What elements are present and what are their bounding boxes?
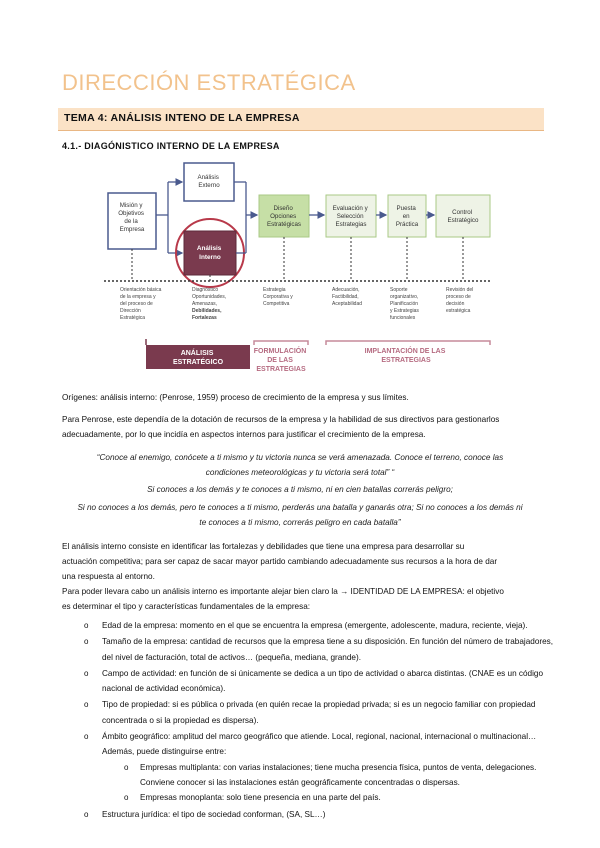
sub-puesta-line: Planificación bbox=[390, 301, 419, 307]
diseno-line: Diseño bbox=[273, 205, 293, 212]
quote-line: Si conoces a los demás y te conoces a ti mismo, ni en cien batallas correrás peligro; bbox=[147, 485, 453, 494]
document-title: DIRECCIÓN ESTRATÉGICA bbox=[62, 70, 356, 95]
topic-bar bbox=[58, 108, 544, 131]
sub-diseno-line: Corporativa y bbox=[263, 294, 293, 300]
sub-control-line: proceso de bbox=[446, 294, 471, 300]
list-item bbox=[76, 666, 554, 697]
list-item bbox=[76, 807, 554, 822]
sub-list bbox=[102, 760, 554, 806]
svg-text:Evaluación y Selección bbox=[333, 205, 370, 228]
sub-interno-line: Oportunidades, bbox=[192, 294, 227, 300]
quote-line: te conoces a ti mismo, correrás peligro en cada batalla” bbox=[199, 518, 401, 527]
label-formulacion-line: FORMULACIÓN bbox=[253, 348, 307, 355]
sub-interno-line: Amenazas, bbox=[192, 301, 218, 307]
list-item bbox=[76, 634, 554, 665]
list-item-text: Ámbito geográfico: amplitud del marco geográfico que atiende. Local, regional, nacional, internacional o multinacional… Además, puede distinguirse entre: bbox=[102, 732, 537, 757]
label-analisis-line: ESTRATÉGICO bbox=[172, 359, 224, 366]
label-implantacion-line: IMPLANTACIÓN DE LAS bbox=[364, 348, 446, 355]
mision-line: de la bbox=[124, 218, 138, 225]
penrose-line: adecuadamente, por lo que incidía en aspectos internos para justificar el crecimiento de la empresa. bbox=[62, 430, 426, 439]
control-line: Control bbox=[452, 209, 473, 216]
mision-line: Misión y bbox=[119, 202, 143, 209]
paragraph-line: una respuesta al entorno. bbox=[62, 572, 155, 581]
penrose-line: Para Penrose, este dependía de la dotación de recursos de la empresa y la habilidad de sus directivos para gestionarlos bbox=[62, 415, 500, 424]
identity-list bbox=[76, 618, 554, 823]
svg-text:Estrategia Corporativa y bbox=[263, 287, 294, 307]
evaluacion-line: Estrategias bbox=[335, 221, 367, 228]
evaluacion-line: Selección bbox=[336, 213, 364, 220]
label-analisis-line: ANÁLISIS bbox=[180, 350, 214, 357]
externo-line: Externo bbox=[198, 182, 220, 189]
sub-interno-line: Diagnóstico bbox=[192, 287, 219, 293]
list-item-text: Estructura jurídica: el tipo de sociedad conforman, (SA, SL…) bbox=[102, 809, 326, 819]
bullet: o bbox=[84, 621, 89, 630]
mision-line: Empresa bbox=[119, 226, 145, 233]
interno-line: Interno bbox=[199, 254, 221, 261]
sub-control-line: decisión bbox=[446, 301, 465, 307]
list-item bbox=[76, 729, 554, 805]
sub-mision-line: del proceso de bbox=[120, 301, 153, 307]
label-formulacion-line: ESTRATEGIAS bbox=[256, 366, 306, 373]
sub-list-item-text: Empresas monoplanta: solo tiene presencia en una parte del país. bbox=[140, 793, 381, 803]
diseno-line: Opciones bbox=[270, 213, 297, 220]
list-item bbox=[76, 618, 554, 633]
paragraph-line: es determinar el tipo y características fundamentales de la empresa: bbox=[62, 602, 311, 611]
topic-heading: TEMA 4: ANÁLISIS INTENO DE LA EMPRESA bbox=[64, 112, 300, 124]
svg-text:IMPLANTACIÓN DE LAS ESTRAT bbox=[365, 346, 448, 364]
paragraph-line: Para poder llevara cabo un análisis interno es importante alejar bien claro la → IDENTIDAD DE LA EMPRESA: el objetivo bbox=[62, 587, 504, 596]
bullet: o bbox=[84, 700, 89, 710]
list-item-text: Edad de la empresa: momento en el que se encuentra la empresa (emergente, adolescente, madura, reciente, vieja). bbox=[102, 621, 528, 630]
control-line: Estratégico bbox=[447, 217, 479, 224]
sub-mision-line: Estratégica bbox=[120, 315, 146, 321]
sub-evaluacion-line: Aceptabilidad bbox=[332, 301, 363, 307]
section-heading: 4.1.- DIAGÓNISTICO INTERNO DE LA EMPRESA bbox=[62, 141, 280, 151]
paragraph-line: actuación competitiva; para ser capaz de sacar mayor partido cambiando adecuadamente sus recursos a la hora de dar bbox=[62, 557, 498, 566]
label-implantacion-line: ESTRATEGIAS bbox=[381, 357, 431, 364]
bullet: o bbox=[124, 762, 129, 772]
sub-diseno-line: Estrategia bbox=[263, 287, 286, 293]
evaluacion-line: Evaluación y bbox=[332, 205, 368, 212]
svg-text:Adecuación, Factibilidad, bbox=[332, 287, 362, 307]
sub-puesta-line: organizativo, bbox=[390, 294, 419, 300]
sub-mision-line: de la empresa y bbox=[120, 294, 156, 300]
origenes-text: Orígenes: análisis interno: (Penrose, 1959) proceso de crecimiento de la empresa y sus límites. bbox=[62, 393, 409, 402]
sub-diseno-line: Competitiva bbox=[263, 301, 290, 307]
control-box bbox=[436, 195, 490, 237]
sub-list-item bbox=[102, 790, 554, 805]
quote-line: condiciones meteorológicas y tu victoria será total” “ bbox=[205, 468, 395, 477]
sub-puesta-line: y Estrategias bbox=[390, 308, 419, 314]
sub-mision-line: Dirección bbox=[120, 308, 141, 314]
sub-interno-line: Debilidades, bbox=[192, 308, 222, 314]
bullet: o bbox=[124, 793, 129, 803]
mision-line: Objetivos bbox=[118, 210, 145, 217]
interno-line: Análisis bbox=[196, 245, 222, 252]
puesta-line: en bbox=[402, 213, 410, 220]
bullet: o bbox=[84, 637, 89, 647]
sub-evaluacion-line: Factibilidad, bbox=[332, 294, 359, 300]
list-item-text: Campo de actividad: en función de si únicamente se dedica a un tipo de actividad o abarca distintas. (CNAE es un código nacional de actividad económica). bbox=[102, 668, 544, 694]
sub-mision-line: Orientación básica bbox=[120, 287, 162, 293]
sub-list-item-text: Empresas multiplanta: con varias instalaciones; tiene mucha presencia física, puntos de venta, delegaciones. Conviene conocer si las instalaciones están geográficamente concentradas o dispersas. bbox=[140, 762, 537, 787]
bullet: o bbox=[84, 668, 89, 678]
externo-line: Análisis bbox=[197, 174, 219, 181]
paragraph-line: El análisis interno consiste en identificar las fortalezas y debilidades que tiene una empresa para desarrollar su bbox=[62, 542, 465, 551]
svg-text:Diagnóstico Oportunidades, bbox=[192, 287, 228, 321]
puesta-line: Puesta bbox=[396, 205, 416, 212]
sub-interno-line: Fortalezas bbox=[192, 315, 217, 321]
bullet: o bbox=[84, 809, 89, 819]
sub-control-line: estratégica bbox=[446, 308, 471, 314]
list-item-text: Tamaño de la empresa: cantidad de recursos que la empresa tiene a su disposición. En función del número de trabajadores, del nivel de facturación, total de activos… (pequeña, mediana, grande). bbox=[102, 637, 554, 662]
list-item-text: Tipo de propiedad: si es pública o privada (en quién recae la propiedad privada; si es un negocio familiar con propiedad concentrada o si la propiedad es dispersa). bbox=[102, 700, 536, 725]
sub-list-item bbox=[102, 760, 554, 791]
diseno-line: Estratégicas bbox=[266, 221, 302, 228]
svg-text:Análisis Externo bbox=[197, 174, 220, 189]
quote-line: “Conoce al enemigo, conócete a ti mismo y tu victoria nunca se verá amenazada. Conoce el terreno, conoce las bbox=[96, 453, 504, 462]
svg-text:Soporte organizativo, bbox=[390, 287, 420, 321]
quote-line: Si no conoces a los demás, pero te conoces a ti mismo, perderás una batalla y ganarás otra; Si no conoces a los demás ni bbox=[77, 503, 523, 512]
label-formulacion-line: DE LAS bbox=[267, 357, 293, 364]
sub-puesta-line: Soporte bbox=[390, 287, 408, 293]
strategic-process-diagram bbox=[100, 155, 495, 383]
list-item bbox=[76, 697, 554, 728]
sub-control-line: Revisión del bbox=[446, 287, 474, 293]
analisis-interno-box bbox=[184, 231, 236, 275]
sub-puesta-line: funcionales bbox=[390, 315, 416, 321]
sub-evaluacion-line: Adecuación, bbox=[332, 287, 360, 293]
puesta-line: Práctica bbox=[395, 221, 419, 228]
svg-text:FORMULACIÓN DE LAS EST bbox=[254, 346, 308, 373]
svg-text:Revisión del proceso de bbox=[446, 287, 475, 314]
svg-text:Orientación básica de la e bbox=[120, 287, 163, 321]
bullet: o bbox=[84, 732, 89, 742]
